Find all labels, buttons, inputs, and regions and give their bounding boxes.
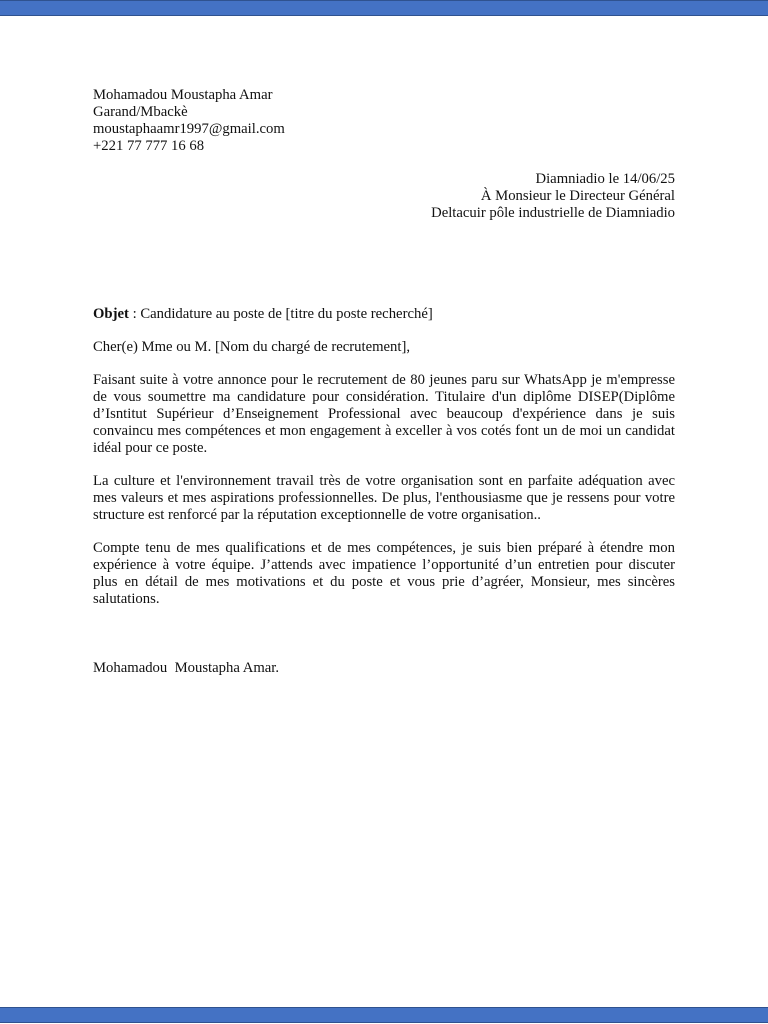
sender-email: moustaphaamr1997@gmail.com [93, 121, 285, 137]
recipient-block [93, 171, 675, 222]
signature: Mohamadou Moustapha Amar. [93, 660, 280, 676]
sender-phone: +221 77 777 16 68 [93, 138, 205, 154]
sender-address: Garand/Mbackè [93, 104, 188, 120]
subject-text: : Candidature au poste de [titre du poste recherché] [128, 306, 433, 322]
paragraph-closing: Compte tenu de mes qualifications et de mes compétences, je suis bien préparé à étendre mon expérience à votre équipe. J’attends avec impatience l’opportunité d’un entretien pour discuter plus en détail de mes motivations et du poste et vous prie d’agréer, Monsieur, mes sincères salutations. [93, 540, 675, 607]
subject-line [93, 306, 675, 323]
sender-name: Mohamadou Moustapha Amar [93, 87, 273, 103]
recipient-company: Deltacuir pôle industrielle de Diamniadio [431, 205, 675, 221]
letter-body [93, 306, 675, 624]
paragraph-intro: Faisant suite à votre annonce pour le recrutement de 80 jeunes paru sur WhatsApp je m'empresse de vous soumettre ma candidature pour considération. Titulaire d'un diplôme DISEP(Diplôme d’Isntitut Supérieur d’Enseignement Professional avec beaucoup d'expérience dans je suis convaincu mes compétences et mon engagement à exceller à vos cotés font un de moi un candidat idéal pour ce poste. [93, 372, 675, 456]
recipient-title: À Monsieur le Directeur Général [480, 188, 675, 204]
sender-block [93, 87, 675, 155]
greeting: Cher(e) Mme ou M. [Nom du chargé de recrutement], [93, 339, 411, 355]
place-date: Diamniadio le 14/06/25 [535, 171, 675, 187]
top-decorative-bar [0, 0, 768, 16]
paragraph-culture: La culture et l'environnement travail très de votre organisation sont en parfaite adéquation avec mes valeurs et mes aspirations professionnelles. De plus, l'enthousiasme que je ressens pour votre structure est renforcé par la réputation exceptionnelle de votre organisation.. [93, 473, 675, 523]
subject-label: Objet [93, 306, 129, 322]
bottom-decorative-bar [0, 1007, 768, 1023]
